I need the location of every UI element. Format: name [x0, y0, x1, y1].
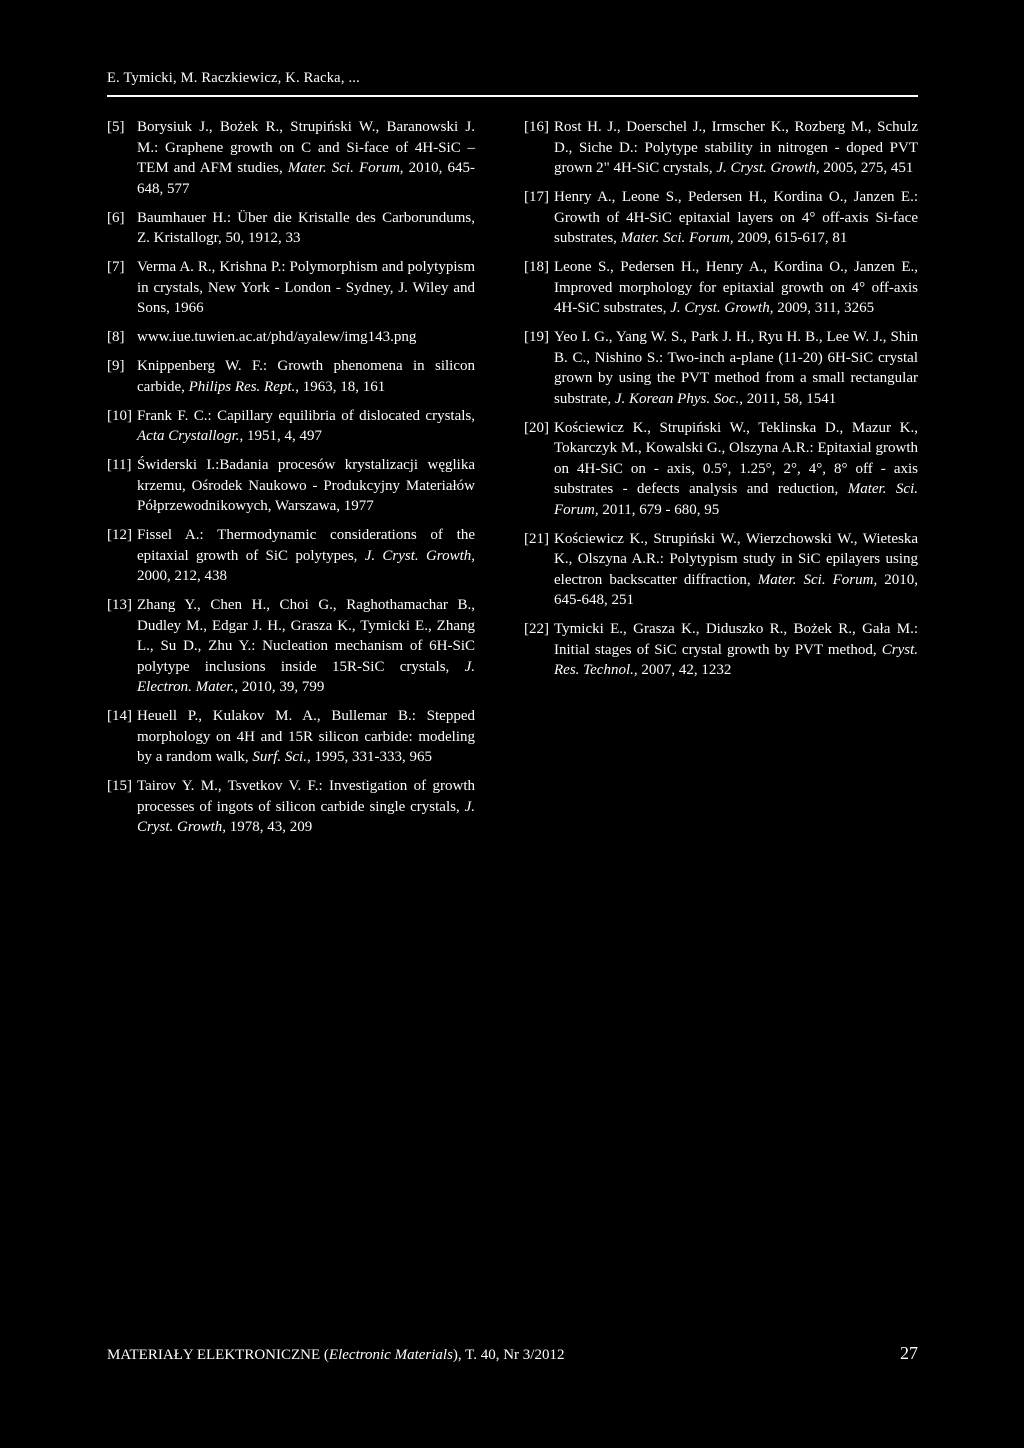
reference-segment: 2009, 615-617, 81	[733, 230, 848, 246]
reference-journal: Mater. Sci. Forum,	[620, 230, 734, 246]
reference-number: [22]	[524, 621, 549, 637]
reference-item	[107, 455, 475, 517]
reference-item	[524, 187, 918, 249]
reference-number: [21]	[524, 530, 549, 547]
reference-journal: J. Cryst. Growth,	[670, 300, 774, 316]
reference-journal: Philips Res. Rept.	[188, 378, 296, 395]
reference-number: [19]	[524, 329, 549, 345]
page-number: 27	[900, 1343, 918, 1363]
reference-item	[524, 117, 918, 179]
reference-item	[107, 117, 475, 199]
reference-journal: J. Korean Phys. Soc.,	[614, 390, 743, 407]
reference-segment: , 1951, 4, 497	[239, 428, 323, 444]
reference-number: [20]	[524, 419, 549, 436]
reference-segment: Fissel A.: Thermodynamic considerations of the epitaxial growth of SiC polytypes,	[137, 527, 475, 564]
reference-segment: 2010, 645-648, 577	[137, 160, 476, 197]
reference-journal: J. Cryst. Growth,	[716, 160, 820, 176]
footer-issue: ), T. 40, Nr 3/2012	[452, 1347, 565, 1363]
reference-number: [13]	[107, 597, 132, 613]
reference-item	[107, 327, 475, 348]
reference-segment: 1978, 43, 209	[226, 819, 313, 835]
footer-paren: (	[323, 1347, 329, 1363]
reference-item	[107, 406, 475, 447]
footer-journal-english: Electronic Materials	[328, 1347, 453, 1363]
reference-number: [5]	[107, 119, 125, 135]
running-header: E. Tymicki, M. Raczkiewicz, K. Racka, ...	[107, 70, 360, 86]
reference-segment: 2010, 645-648, 251	[554, 571, 919, 608]
reference-item	[107, 356, 475, 397]
reference-journal: J. Cryst. Growth,	[364, 547, 475, 564]
reference-text	[137, 776, 475, 838]
reference-item	[524, 529, 918, 611]
references-column-right	[524, 117, 918, 689]
reference-item	[107, 208, 475, 249]
reference-number: [14]	[107, 708, 132, 724]
reference-segment: Baumhauer H.: Über die Kristalle des Carborundums, Z. Kristallogr, 50, 1912, 33	[137, 209, 475, 246]
reference-text	[137, 356, 475, 397]
reference-item	[107, 706, 475, 768]
reference-journal: Mater. Sci. Forum,	[757, 571, 878, 588]
reference-text	[137, 117, 475, 199]
reference-number: [16]	[524, 119, 549, 135]
reference-segment: , 2010, 39, 799	[234, 679, 325, 695]
reference-text	[554, 327, 918, 409]
reference-item	[524, 619, 918, 681]
reference-segment: 2005, 275, 451	[819, 160, 914, 176]
reference-text	[137, 327, 475, 348]
footer-journal-name: MATERIAŁY ELEKTRONICZNE	[107, 1347, 324, 1363]
reference-segment: www.iue.tuwien.ac.at/phd/ayalew/img143.png	[137, 329, 417, 345]
reference-item	[524, 257, 918, 319]
reference-segment: Henry A., Leone S., Pedersen H., Kordina O., Janzen E.: Growth of 4H-SiC epitaxial layers on 4° off-axis Si-face substrates,	[554, 189, 918, 246]
reference-segment: Leone S., Pedersen H., Henry A., Kordina O., Janzen E., Improved morphology for epitaxial growth on 4° off-axis 4H-SiC substrates,	[554, 259, 918, 316]
reference-text	[137, 406, 475, 447]
reference-item	[524, 327, 918, 409]
reference-segment: Knippenberg W. F.: Growth phenomena in silicon carbide,	[137, 358, 475, 395]
reference-text	[137, 455, 475, 517]
reference-segment: 2011, 679 - 680, 95	[598, 501, 720, 518]
reference-journal: Mater. Sci. Forum,	[287, 160, 404, 176]
reference-text	[137, 257, 475, 319]
footer-journal	[107, 1347, 918, 1364]
reference-segment: 2000, 212, 438	[137, 568, 227, 584]
reference-segment: , 1995, 331-333, 965	[306, 749, 432, 765]
reference-item	[107, 776, 475, 838]
reference-number: [6]	[107, 209, 125, 226]
reference-segment: Frank F. C.: Capillary equilibria of dislocated crystals,	[137, 407, 475, 424]
reference-journal: J. Electron. Mater.	[137, 658, 475, 695]
reference-segment: Świderski I.:Badania procesów krystalizacji węglika krzemu, Ośrodek Naukowo - Produkcyjny Materiałów Półprzewodnikowych, Warszawa, 1977	[137, 457, 475, 514]
reference-number: [7]	[107, 259, 125, 275]
reference-journal: Acta Crystallogr.	[137, 428, 240, 444]
header-rule	[107, 95, 918, 97]
reference-journal: Mater. Sci. Forum,	[554, 481, 918, 518]
reference-segment: 2011, 58, 1541	[743, 390, 837, 407]
reference-number: [18]	[524, 259, 549, 275]
reference-item	[524, 418, 918, 521]
reference-segment: Zhang Y., Chen H., Choi G., Raghothamachar B., Dudley M., Edgar J. H., Grasza K., Tymicki E., Zhang L., Su D., Zhu Y.: Nucleation mechanism of 6H-SiC polytype inclusions inside 15R-SiC crystals,	[137, 597, 475, 675]
reference-segment: Yeo I. G., Yang W. S., Park J. H., Ryu H. B., Lee W. J., Shin B. C., Nishino S.: Two-inch a-plane (11-20) 6H-SiC crystal grown by using the PVT method from a small rectangular substrate,	[554, 329, 918, 407]
reference-text	[554, 187, 918, 249]
reference-segment: Tymicki E., Grasza K., Diduszko R., Bożek R., Gała M.: Initial stages of SiC crystal growth by PVT method,	[554, 621, 918, 658]
reference-number: [17]	[524, 189, 549, 205]
reference-segment: Kościewicz K., Strupiński W., Teklinska D., Mazur K., Tokarczyk M., Kowalski G., Olszyna A.R.: Epitaxial growth on 4H-SiC on - axis, 0.5°, 1.25°, 2°, 4°, 8° off - axis substrates - defects analysis and reduction,	[554, 419, 918, 497]
reference-journal: J. Cryst. Growth,	[137, 798, 475, 835]
references-column-left	[107, 117, 475, 846]
reference-segment: Borysiuk J., Bożek R., Strupiński W., Baranowski J. M.: Graphene growth on C and Si-face of 4H-SiC – TEM and AFM studies,	[137, 119, 475, 176]
reference-text	[554, 529, 918, 611]
reference-segment: Verma A. R., Krishna P.: Polymorphism and polytypism in crystals, New York - London - Sydney, J. Wiley and Sons, 1966	[137, 259, 475, 316]
reference-number: [15]	[107, 778, 132, 794]
reference-segment: , 1963, 18, 161	[295, 378, 386, 395]
reference-number: [11]	[107, 457, 132, 473]
reference-journal: Cryst. Res. Technol.,	[554, 641, 918, 678]
reference-segment: Heuell P., Kulakov M. A., Bullemar B.: Stepped morphology on 4H and 15R silicon carbide: modeling by a random walk,	[137, 708, 475, 765]
reference-text	[554, 257, 918, 319]
reference-text	[137, 525, 475, 587]
reference-segment: Tairov Y. M., Tsvetkov V. F.: Investigation of growth processes of ingots of silicon carbide single crystals,	[137, 778, 475, 815]
reference-text	[554, 619, 918, 681]
reference-number: [10]	[107, 407, 132, 424]
reference-number: [8]	[107, 329, 125, 345]
reference-text	[137, 595, 475, 698]
reference-item	[107, 525, 475, 587]
reference-item	[107, 595, 475, 698]
reference-segment: 2009, 311, 3265	[773, 300, 875, 316]
reference-segment: Rost H. J., Doerschel J., Irmscher K., Rozberg M., Schulz D., Siche D.: Polytype stability in nitrogen - doped PVT grown 2" 4H-SiC crystals,	[554, 119, 918, 176]
reference-segment: Kościewicz K., Strupiński W., Wierzchowski W., Wieteska K., Olszyna A.R.: Polytypism study in SiC epilayers using electron backscatter diffraction,	[554, 530, 918, 588]
reference-segment: 2007, 42, 1232	[637, 662, 732, 678]
reference-text	[137, 208, 475, 249]
reference-number: [12]	[107, 527, 132, 543]
reference-text	[137, 706, 475, 768]
reference-number: [9]	[107, 358, 125, 374]
reference-journal: Surf. Sci.	[252, 749, 307, 765]
reference-text	[554, 117, 918, 179]
reference-item	[107, 257, 475, 319]
reference-text	[554, 418, 918, 521]
